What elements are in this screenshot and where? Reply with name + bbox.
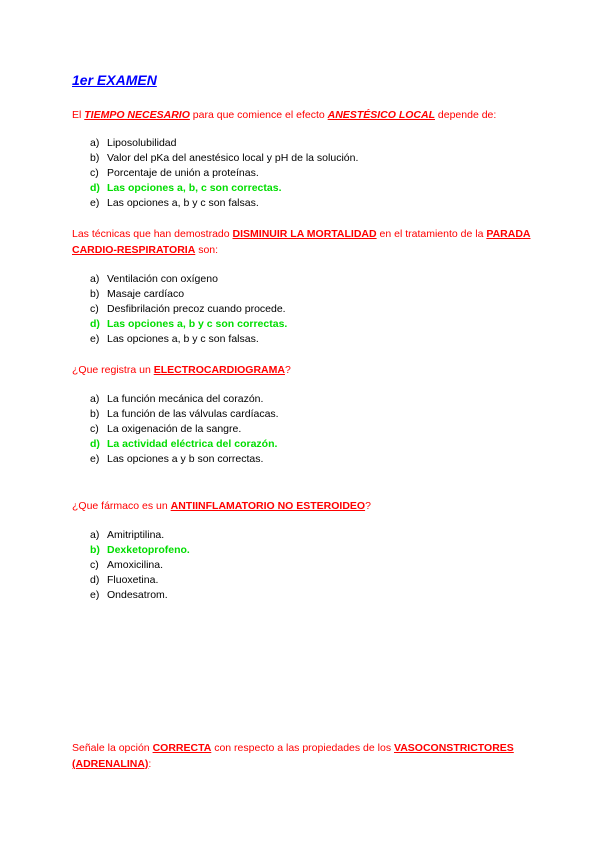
question-2-keyword-1: DISMINUIR LA MORTALIDAD	[232, 228, 377, 240]
option-d: d) Fluoxetina.	[90, 574, 159, 586]
exam-title: 1er EXAMEN	[72, 72, 157, 88]
option-c: c) Porcentaje de unión a proteínas.	[90, 167, 259, 179]
question-1-text: para que comience el efecto	[189, 109, 328, 121]
option-a: a) Amitriptilina.	[90, 529, 165, 541]
option-c: c) La oxigenación de la sangre.	[90, 423, 242, 435]
option-b: b) Valor del pKa del anestésico local y pH de la solución.	[90, 152, 359, 164]
question-2: Las técnicas que han demostrado DISMINUIR LA MORTALIDAD en el tratamiento de la PARADA CARDIO-RESPIRATORIA son:	[72, 228, 531, 256]
option-d-correct: d) Las opciones a, b y c son correctas.	[90, 318, 288, 330]
question-2-options	[90, 272, 287, 347]
option-b-correct: b) Dexketoprofeno.	[90, 544, 190, 556]
question-5-keyword-1: CORRECTA	[152, 742, 212, 754]
question-1-text: depende de:	[434, 109, 497, 121]
option-e: e) Las opciones a, b y c son falsas.	[90, 197, 259, 209]
option-e: e) Ondesatrom.	[90, 589, 168, 601]
option-e: e) Las opciones a, b y c son falsas.	[90, 333, 259, 345]
question-4-options	[90, 528, 190, 603]
question-5-keyword-2: VASOCONSTRICTORES (ADRENALINA)	[72, 742, 514, 770]
option-e: e) Las opciones a y b son correctas.	[90, 453, 264, 465]
question-1-keyword-1: TIEMPO NECESARIO	[84, 109, 190, 121]
option-a: a) Ventilación con oxígeno	[90, 273, 218, 285]
question-3-keyword: ELECTROCARDIOGRAMA	[153, 364, 285, 376]
question-2-keyword-2: PARADA CARDIO-RESPIRATORIA	[72, 228, 531, 256]
option-a: a) Liposolubilidad	[90, 137, 177, 149]
option-b: b) La función de las válvulas cardíacas.	[90, 408, 279, 420]
question-5: Señale la opción CORRECTA con respecto a las propiedades de los VASOCONSTRICTORES (ADRENALINA):	[72, 742, 514, 770]
option-c: c) Desfibrilación precoz cuando procede.	[90, 303, 286, 315]
option-c: c) Amoxicilina.	[90, 559, 164, 571]
option-d-correct: d) Las opciones a, b, c son correctas.	[90, 182, 282, 194]
question-4-keyword: ANTIINFLAMATORIO NO ESTEROIDEO	[170, 500, 366, 512]
question-3-options	[90, 392, 279, 467]
question-4: ¿Que fármaco es un ANTIINFLAMATORIO NO ESTEROIDEO?	[72, 500, 371, 512]
question-1-options	[90, 136, 358, 211]
question-3: ¿Que registra un ELECTROCARDIOGRAMA?	[72, 364, 291, 376]
question-1	[72, 107, 532, 123]
question-1-keyword-2: ANESTÉSICO LOCAL	[327, 109, 435, 121]
option-d-correct: d) La actividad eléctrica del corazón.	[90, 438, 278, 450]
option-a: a) La función mecánica del corazón.	[90, 393, 264, 405]
option-b: b) Masaje cardíaco	[90, 288, 185, 300]
question-1-text: El	[72, 109, 85, 121]
